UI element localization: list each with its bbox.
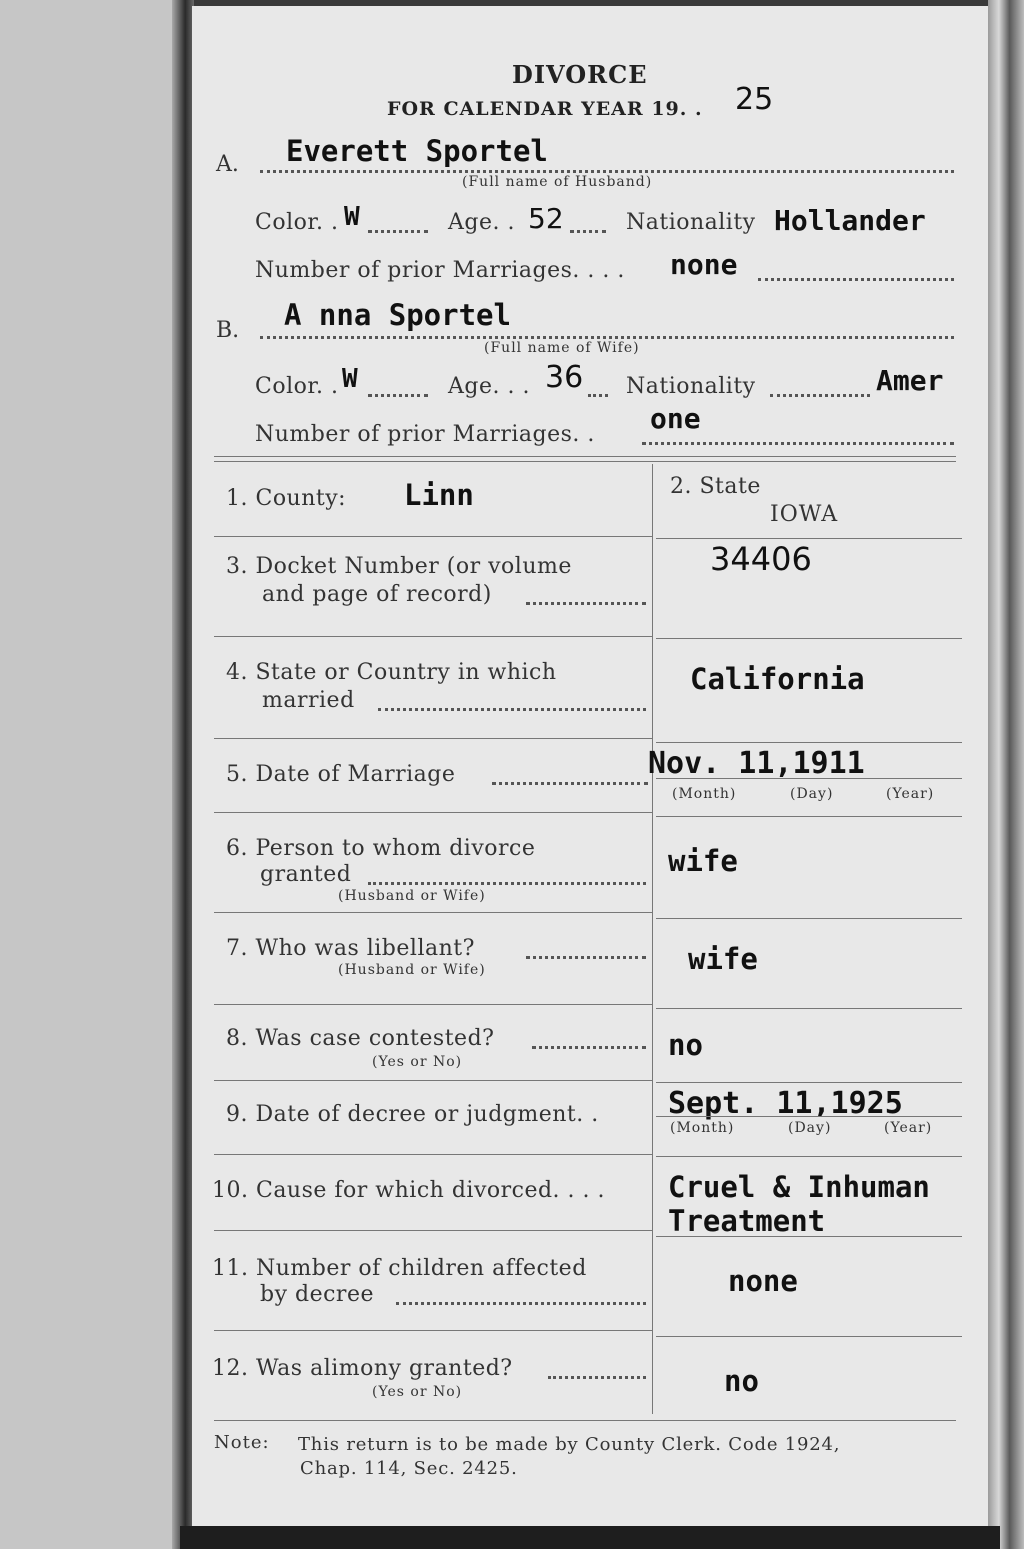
dots <box>532 1046 646 1049</box>
state-label: 2. State <box>670 474 761 499</box>
bottom-edge <box>180 1526 1000 1549</box>
dots <box>368 394 428 397</box>
wife-nationality: Amer <box>876 364 944 397</box>
dots <box>492 782 648 785</box>
alimony-caption: (Yes or No) <box>372 1384 463 1400</box>
year-value: 25 <box>735 82 774 117</box>
rule <box>214 738 652 739</box>
dots <box>770 394 870 397</box>
form-title: DIVORCE <box>512 60 648 89</box>
husband-nationality-label: Nationality <box>626 210 756 235</box>
record-page <box>192 6 988 1526</box>
dots <box>548 1376 646 1379</box>
dots <box>378 708 646 711</box>
docket-label-1: 3. Docket Number (or volume <box>226 554 572 579</box>
note-label: Note: <box>214 1432 270 1453</box>
marriage-year-caption: (Year) <box>886 786 935 802</box>
rule <box>214 536 652 537</box>
husband-age-label: Age. . <box>448 210 515 235</box>
contested-label: 8. Was case contested? <box>226 1026 495 1051</box>
husband-nationality: Hollander <box>774 204 926 237</box>
decree-date-label: 9. Date of decree or judgment. . <box>226 1102 599 1127</box>
decree-day-caption: (Day) <box>788 1120 832 1136</box>
rule <box>656 1156 962 1157</box>
dots <box>588 394 608 397</box>
rule <box>214 1004 652 1005</box>
children-label-2: by decree <box>260 1282 374 1307</box>
rule <box>656 1116 962 1117</box>
cause-label: 10. Cause for which divorced. . . . <box>212 1178 606 1203</box>
marriage-month-caption: (Month) <box>672 786 737 802</box>
married-in-label-2: married <box>262 688 355 713</box>
marriage-date-label: 5. Date of Marriage <box>226 762 456 787</box>
husband-prior-label: Number of prior Marriages. . . . <box>255 258 625 283</box>
husband-prior: none <box>670 248 738 281</box>
husband-age: 52 <box>528 202 564 235</box>
wife-letter: B. <box>216 318 240 343</box>
column-divider <box>652 464 653 1414</box>
note-line-2: Chap. 114, Sec. 2425. <box>300 1458 518 1479</box>
rule <box>656 918 962 919</box>
docket-label-2: and page of record) <box>262 582 492 607</box>
rule <box>656 742 962 743</box>
husband-name-line <box>260 170 954 173</box>
county-value: Linn <box>404 478 474 512</box>
husband-color: W <box>344 202 360 232</box>
libellant-value: wife <box>688 942 758 976</box>
rule <box>214 461 956 462</box>
rule <box>656 778 962 779</box>
granted-caption: (Husband or Wife) <box>338 888 486 904</box>
rule <box>214 1230 652 1231</box>
libellant-label: 7. Who was libellant? <box>226 936 475 961</box>
page-edges <box>988 0 1024 1549</box>
wife-caption: (Full name of Wife) <box>484 340 640 356</box>
decree-date-value: Sept. 11,1925 <box>668 1086 903 1121</box>
cause-value-1: Cruel & Inhuman <box>668 1170 930 1204</box>
left-page <box>0 0 190 1549</box>
docket-value: 34406 <box>710 540 812 578</box>
rule <box>214 1420 956 1421</box>
dots <box>368 882 646 885</box>
marriage-date-value: Nov. 11,1911 <box>648 746 865 781</box>
rule <box>214 1154 652 1155</box>
rule <box>656 1008 962 1009</box>
rule <box>656 1082 962 1083</box>
state-value: IOWA <box>770 502 839 527</box>
contested-caption: (Yes or No) <box>372 1054 463 1070</box>
libellant-caption: (Husband or Wife) <box>338 962 486 978</box>
wife-prior: one <box>650 402 701 435</box>
note-line-1: This return is to be made by County Clerk. Code 1924, <box>298 1434 841 1455</box>
decree-month-caption: (Month) <box>670 1120 735 1136</box>
married-in-label-1: 4. State or Country in which <box>226 660 557 685</box>
rule <box>214 456 956 457</box>
decree-year-caption: (Year) <box>884 1120 933 1136</box>
cause-value-2: Treatment <box>668 1204 826 1238</box>
dots <box>526 956 646 959</box>
wife-color: W <box>342 364 358 394</box>
contested-value: no <box>668 1028 703 1062</box>
children-label-1: 11. Number of children affected <box>212 1256 587 1281</box>
married-in-value: California <box>690 662 865 696</box>
wife-name: A nna Sportel <box>284 298 511 332</box>
rule <box>214 1080 652 1081</box>
husband-name: Everett Sportel <box>286 134 548 168</box>
husband-caption: (Full name of Husband) <box>462 174 653 190</box>
rule <box>656 638 962 639</box>
wife-nationality-label: Nationality <box>626 374 756 399</box>
dots <box>758 278 954 281</box>
husband-color-label: Color. . <box>255 210 339 235</box>
dots <box>526 602 646 605</box>
year-label: FOR CALENDAR YEAR 19. . <box>387 98 703 120</box>
husband-letter: A. <box>216 152 239 177</box>
wife-name-line <box>260 336 954 339</box>
dots <box>396 1302 646 1305</box>
alimony-value: no <box>724 1364 759 1398</box>
dots <box>368 230 428 233</box>
marriage-day-caption: (Day) <box>790 786 834 802</box>
dots <box>642 442 954 445</box>
wife-prior-label: Number of prior Marriages. . <box>255 422 595 447</box>
wife-color-label: Color. . <box>255 374 339 399</box>
wife-age-label: Age. . . <box>448 374 530 399</box>
granted-label-2: granted <box>260 862 352 887</box>
rule <box>214 912 652 913</box>
rule <box>656 538 962 539</box>
wife-age: 36 <box>545 360 584 395</box>
granted-label-1: 6. Person to whom divorce <box>226 836 536 861</box>
rule <box>656 816 962 817</box>
alimony-label: 12. Was alimony granted? <box>212 1356 513 1381</box>
book-spine <box>172 0 194 1549</box>
rule <box>214 636 652 637</box>
children-value: none <box>728 1264 798 1298</box>
rule <box>214 812 652 813</box>
granted-value: wife <box>668 844 738 878</box>
dots <box>570 230 606 233</box>
rule <box>214 1330 652 1331</box>
rule <box>656 1336 962 1337</box>
county-label: 1. County: <box>226 486 347 511</box>
